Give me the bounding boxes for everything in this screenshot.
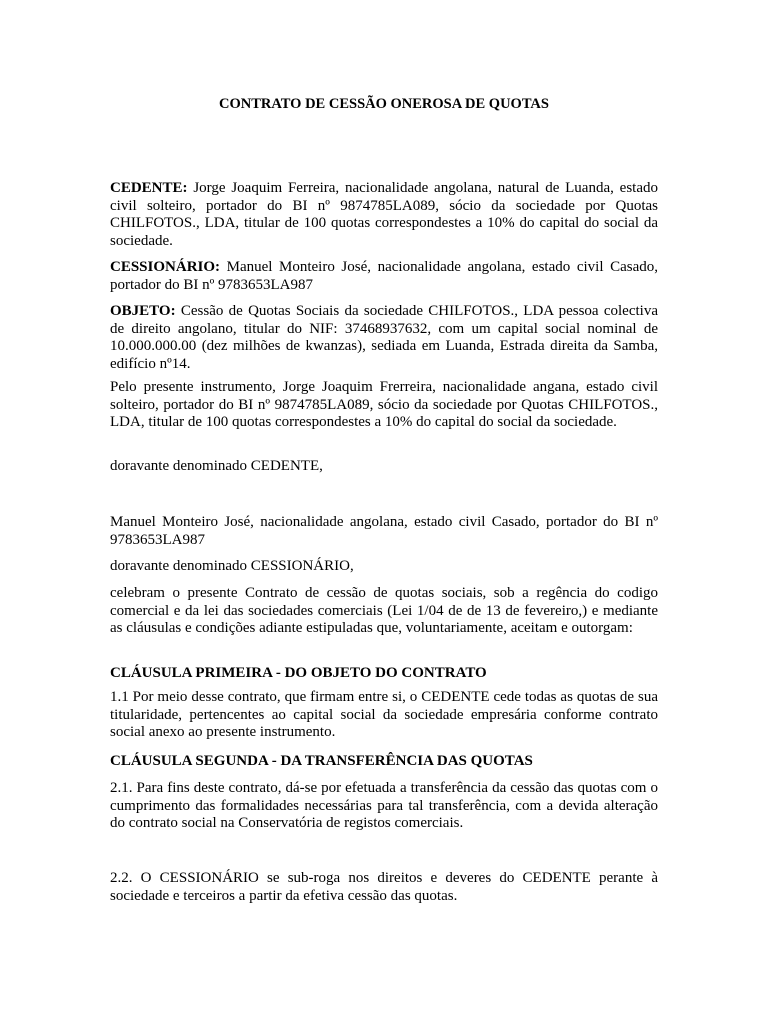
clausula-2-2-paragraph: 2.2. O CESSIONÁRIO se sub-roga nos direitos e deveres do CEDENTE perante à sociedade e terceiros a partir da efetiva cessão das quotas. (110, 870, 658, 904)
cessionario-paragraph (110, 259, 658, 294)
cessionario-text: Manuel Monteiro José, nacionalidade angolana, estado civil Casado, portador do BI nº 9783653LA987 (110, 259, 658, 293)
document-title: CONTRATO DE CESSÃO ONEROSA DE QUOTAS (219, 96, 549, 112)
manuel-paragraph: Manuel Monteiro José, nacionalidade angolana, estado civil Casado, portador do BI nº 9783653LA987 (110, 514, 658, 548)
presente-paragraph: Pelo presente instrumento, Jorge Joaquim Frerreira, nacionalidade angana, estado civil solteiro, portador do BI nº 9874785LA089, sócio da sociedade por Quotas CHILFOTOS., LDA, titular de 100 quotas correspondestes a 10% do capital do social da sociedade. (110, 379, 658, 431)
objeto-paragraph (110, 303, 658, 373)
clausula-primeira-heading: CLÁUSULA PRIMEIRA - DO OBJETO DO CONTRATO (110, 665, 487, 681)
denominado-cedente-paragraph: doravante denominado CEDENTE, (110, 458, 323, 474)
cedente-label: CEDENTE: (110, 180, 188, 196)
clausula-1-1-paragraph: 1.1 Por meio desse contrato, que firmam entre si, o CEDENTE cede todas as quotas de sua titularidade, pertencentes ao capital social da sociedade empresária conforme contrato social anexo ao presente instrumento. (110, 689, 658, 741)
denominado-cessionario-paragraph: doravante denominado CESSIONÁRIO, (110, 558, 354, 574)
clausula-2-1-paragraph: 2.1. Para fins deste contrato, dá-se por efetuada a transferência da cessão das quotas com o cumprimento das formalidades necessárias para tal transferência, com a devida alteração do contrato social na Conservatória de registos comerciais. (110, 780, 658, 832)
cessionario-label: CESSIONÁRIO: (110, 259, 221, 275)
objeto-label: OBJETO: (110, 303, 176, 319)
cedente-text: Jorge Joaquim Ferreira, nacionalidade angolana, natural de Luanda, estado civil solteiro, portador do BI nº 9874785LA089, sócio da sociedade por Quotas CHILFOTOS., LDA, titular de 100 quotas correspondestes a 10% do capital do social da sociedade. (110, 180, 658, 249)
cedente-paragraph (110, 180, 658, 250)
clausula-segunda-heading: CLÁUSULA SEGUNDA - DA TRANSFERÊNCIA DAS QUOTAS (110, 753, 533, 769)
celebram-paragraph: celebram o presente Contrato de cessão de quotas sociais, sob a regência do codigo comercial e da lei das sociedades comerciais (Lei 1/04 de de 13 de fevereiro,) e mediante as cláusulas e condições adiante estipuladas que, voluntariamente, aceitam e outorgam: (110, 585, 658, 637)
objeto-text: Cessão de Quotas Sociais da sociedade CHILFOTOS., LDA pessoa colectiva de direito angolano, titular do NIF: 37468937632, com um capital social nominal de 10.000.000.00 (dez milhões de kwanzas), sediada em Luanda, Estrada direita da Samba, edifício nº14. (110, 303, 658, 372)
